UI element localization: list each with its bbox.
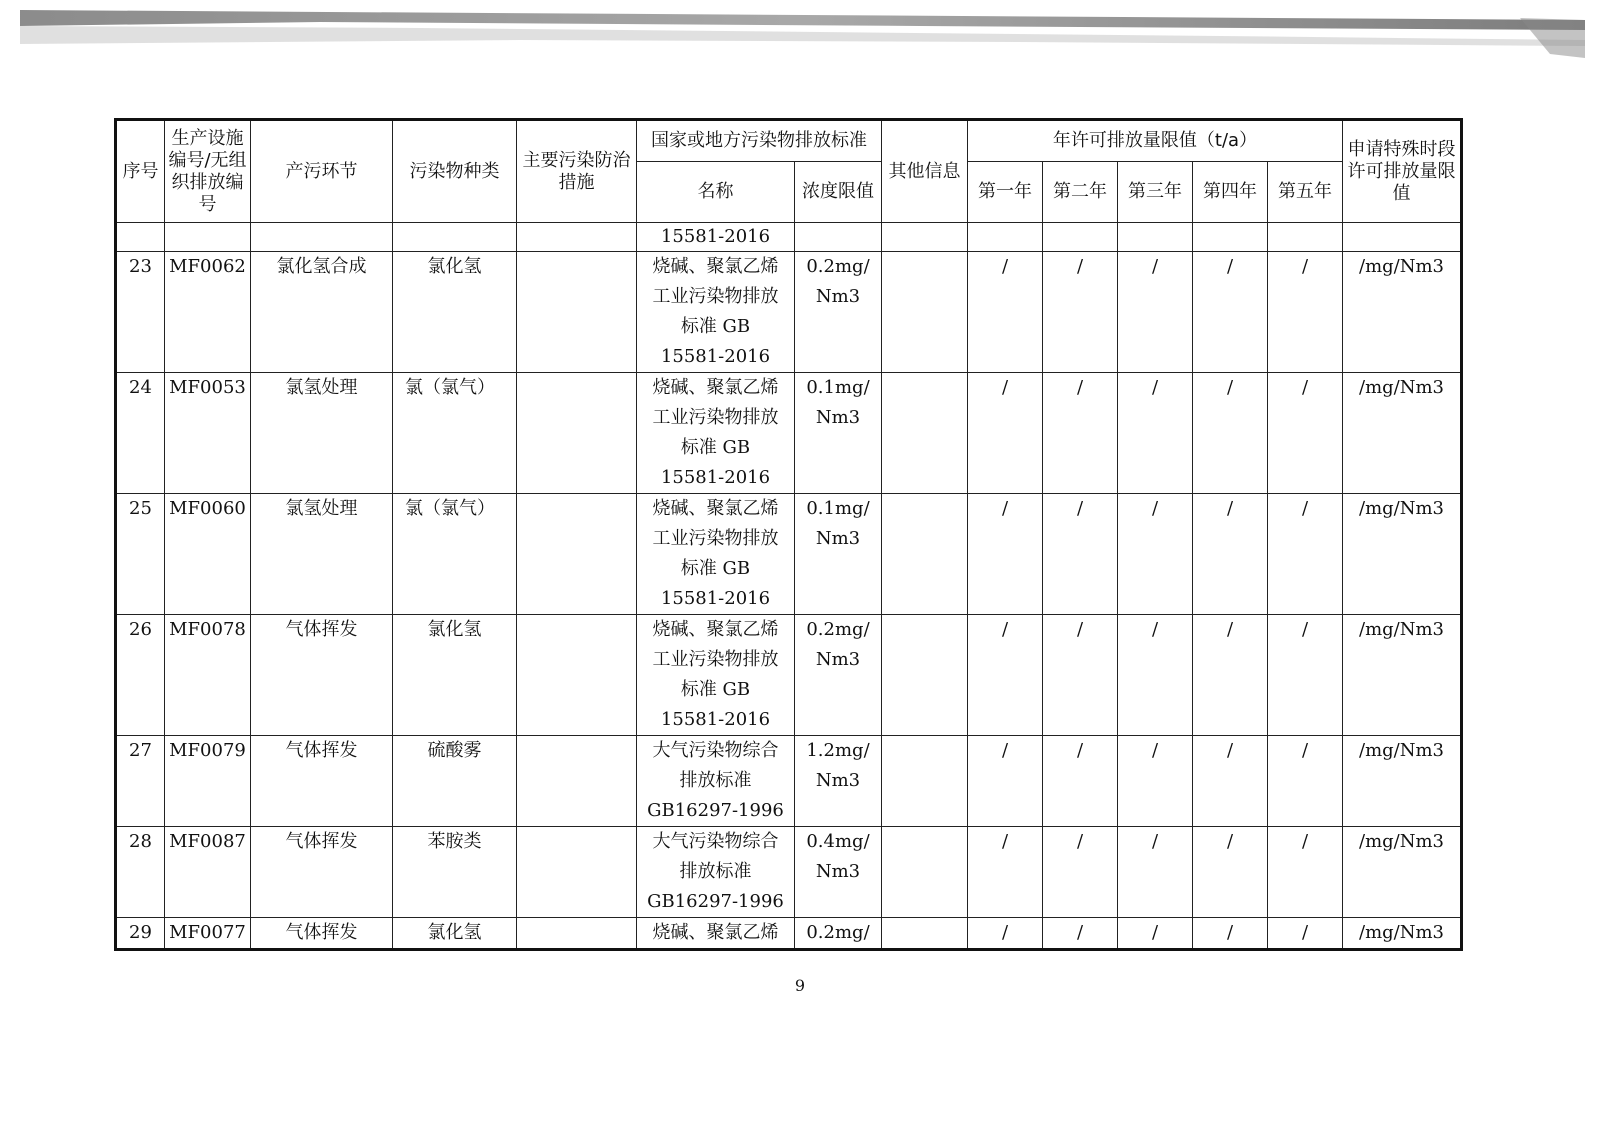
cell-year-3: / [1118, 918, 1193, 950]
cell-year-5: / [1268, 918, 1343, 950]
cell-limit: 0.4mg/ Nm3 [795, 827, 882, 918]
cell-seq: 28 [116, 827, 165, 918]
cell-facility: MF0077 [165, 918, 251, 950]
header-process: 产污环节 [251, 120, 393, 223]
cell-year-1: / [968, 615, 1043, 736]
cell-year-5: / [1268, 736, 1343, 827]
cell-year-2: / [1043, 615, 1118, 736]
scan-edge-artifact [20, 6, 1585, 58]
cell-measures [517, 494, 637, 615]
table-row [116, 827, 1462, 918]
cell-year-4: / [1193, 827, 1268, 918]
cell-measures [517, 827, 637, 918]
cell-special: /mg/Nm3 [1343, 252, 1462, 373]
cell-seq: 27 [116, 736, 165, 827]
cell-year-2: / [1043, 918, 1118, 950]
cell-seq: 23 [116, 252, 165, 373]
cell-process: 氯氢处理 [251, 494, 393, 615]
emission-permit-table [114, 118, 1463, 951]
cell-standard: 烧碱、聚氯乙烯 工业污染物排放 标准 GB 15581-2016 [637, 252, 795, 373]
cell-year-4: / [1193, 615, 1268, 736]
table-row [116, 918, 1462, 950]
table-row [116, 373, 1462, 494]
cell-year-5: / [1268, 615, 1343, 736]
table-row [116, 494, 1462, 615]
table-row [116, 252, 1462, 373]
cell-process: 氯化氢合成 [251, 252, 393, 373]
header-special: 申请特殊时段许可排放量限值 [1343, 120, 1462, 223]
cell-pollutant: 氯（氯气） [393, 494, 517, 615]
header-standard-name: 名称 [637, 162, 795, 223]
cell-other [882, 918, 968, 950]
header-facility: 生产设施编号/无组织排放编号 [165, 120, 251, 223]
cell-year-1: / [968, 494, 1043, 615]
cell-pollutant: 硫酸雾 [393, 736, 517, 827]
cell-facility: MF0078 [165, 615, 251, 736]
header-annual-group: 年许可排放量限值（t/a） [968, 120, 1343, 162]
cell-special: /mg/Nm3 [1343, 736, 1462, 827]
header-other: 其他信息 [882, 120, 968, 223]
cell-process: 氯氢处理 [251, 373, 393, 494]
cell-seq: 24 [116, 373, 165, 494]
cell-year-2: / [1043, 252, 1118, 373]
cell-limit: 0.2mg/ Nm3 [795, 252, 882, 373]
cell-measures [517, 736, 637, 827]
cell-year-1: / [968, 736, 1043, 827]
cell-limit: 1.2mg/ Nm3 [795, 736, 882, 827]
cell-year-1: / [968, 918, 1043, 950]
cell-facility: MF0079 [165, 736, 251, 827]
cell-limit: 0.2mg/ [795, 918, 882, 950]
cell-special: /mg/Nm3 [1343, 827, 1462, 918]
cell-process: 气体挥发 [251, 827, 393, 918]
cell-year-5: / [1268, 252, 1343, 373]
cell-other [882, 252, 968, 373]
cell-process: 气体挥发 [251, 615, 393, 736]
cell-measures [517, 373, 637, 494]
table-row [116, 615, 1462, 736]
header-year-5: 第五年 [1268, 162, 1343, 223]
cell-year-3: / [1118, 827, 1193, 918]
cell-special: /mg/Nm3 [1343, 373, 1462, 494]
cell-year-5: / [1268, 494, 1343, 615]
cell-year-4: / [1193, 373, 1268, 494]
header-measures: 主要污染防治措施 [517, 120, 637, 223]
cell-limit: 0.2mg/ Nm3 [795, 615, 882, 736]
cell-pollutant: 氯化氢 [393, 252, 517, 373]
cell-facility: MF0060 [165, 494, 251, 615]
cell-pollutant: 氯（氯气） [393, 373, 517, 494]
cell-year-3: / [1118, 736, 1193, 827]
cell-standard: 烧碱、聚氯乙烯 工业污染物排放 标准 GB 15581-2016 [637, 615, 795, 736]
header-pollutant: 污染物种类 [393, 120, 517, 223]
cell-year-2: / [1043, 827, 1118, 918]
cell-measures [517, 252, 637, 373]
cell-year-3: / [1118, 494, 1193, 615]
cell-other [882, 736, 968, 827]
cell-year-3: / [1118, 252, 1193, 373]
cell-standard: 烧碱、聚氯乙烯 工业污染物排放 标准 GB 15581-2016 [637, 373, 795, 494]
cell-standard: 大气污染物综合 排放标准 GB16297-1996 [637, 736, 795, 827]
cell-year-2: / [1043, 373, 1118, 494]
header-year-4: 第四年 [1193, 162, 1268, 223]
cell-year-5: / [1268, 373, 1343, 494]
cell-other [882, 494, 968, 615]
emission-table-container [114, 118, 1460, 951]
cell-process: 气体挥发 [251, 736, 393, 827]
cell-facility: MF0087 [165, 827, 251, 918]
cell-year-3: / [1118, 373, 1193, 494]
cell-year-1: / [968, 373, 1043, 494]
cell-pollutant: 氯化氢 [393, 615, 517, 736]
cell-standard: 大气污染物综合 排放标准 GB16297-1996 [637, 827, 795, 918]
header-seq: 序号 [116, 120, 165, 223]
cell-facility: MF0053 [165, 373, 251, 494]
cell-limit: 0.1mg/ Nm3 [795, 373, 882, 494]
cell-year-2: / [1043, 494, 1118, 615]
header-concentration: 浓度限值 [795, 162, 882, 223]
cell-limit: 0.1mg/ Nm3 [795, 494, 882, 615]
cell-seq: 26 [116, 615, 165, 736]
cell-other [882, 615, 968, 736]
cell-measures [517, 918, 637, 950]
cell-standard: 烧碱、聚氯乙烯 工业污染物排放 标准 GB 15581-2016 [637, 494, 795, 615]
header-year-1: 第一年 [968, 162, 1043, 223]
cell-year-4: / [1193, 494, 1268, 615]
header-year-3: 第三年 [1118, 162, 1193, 223]
cell-other [882, 827, 968, 918]
header-year-2: 第二年 [1043, 162, 1118, 223]
cell-seq: 25 [116, 494, 165, 615]
cell-pollutant: 氯化氢 [393, 918, 517, 950]
cell-special: /mg/Nm3 [1343, 918, 1462, 950]
cell-year-4: / [1193, 918, 1268, 950]
cell-year-3: / [1118, 615, 1193, 736]
cell-year-2: / [1043, 736, 1118, 827]
table-row [116, 736, 1462, 827]
cell-year-5: / [1268, 827, 1343, 918]
cell-year-4: / [1193, 736, 1268, 827]
continuation-standard: 15581-2016 [637, 223, 795, 252]
page-number: 9 [794, 976, 806, 995]
cell-measures [517, 615, 637, 736]
cell-pollutant: 苯胺类 [393, 827, 517, 918]
cell-special: /mg/Nm3 [1343, 615, 1462, 736]
cell-year-4: / [1193, 252, 1268, 373]
cell-seq: 29 [116, 918, 165, 950]
continuation-row [116, 223, 1462, 252]
cell-special: /mg/Nm3 [1343, 494, 1462, 615]
cell-other [882, 373, 968, 494]
cell-year-1: / [968, 827, 1043, 918]
cell-year-1: / [968, 252, 1043, 373]
cell-facility: MF0062 [165, 252, 251, 373]
cell-standard: 烧碱、聚氯乙烯 [637, 918, 795, 950]
header-standard-group: 国家或地方污染物排放标准 [637, 120, 882, 162]
cell-process: 气体挥发 [251, 918, 393, 950]
